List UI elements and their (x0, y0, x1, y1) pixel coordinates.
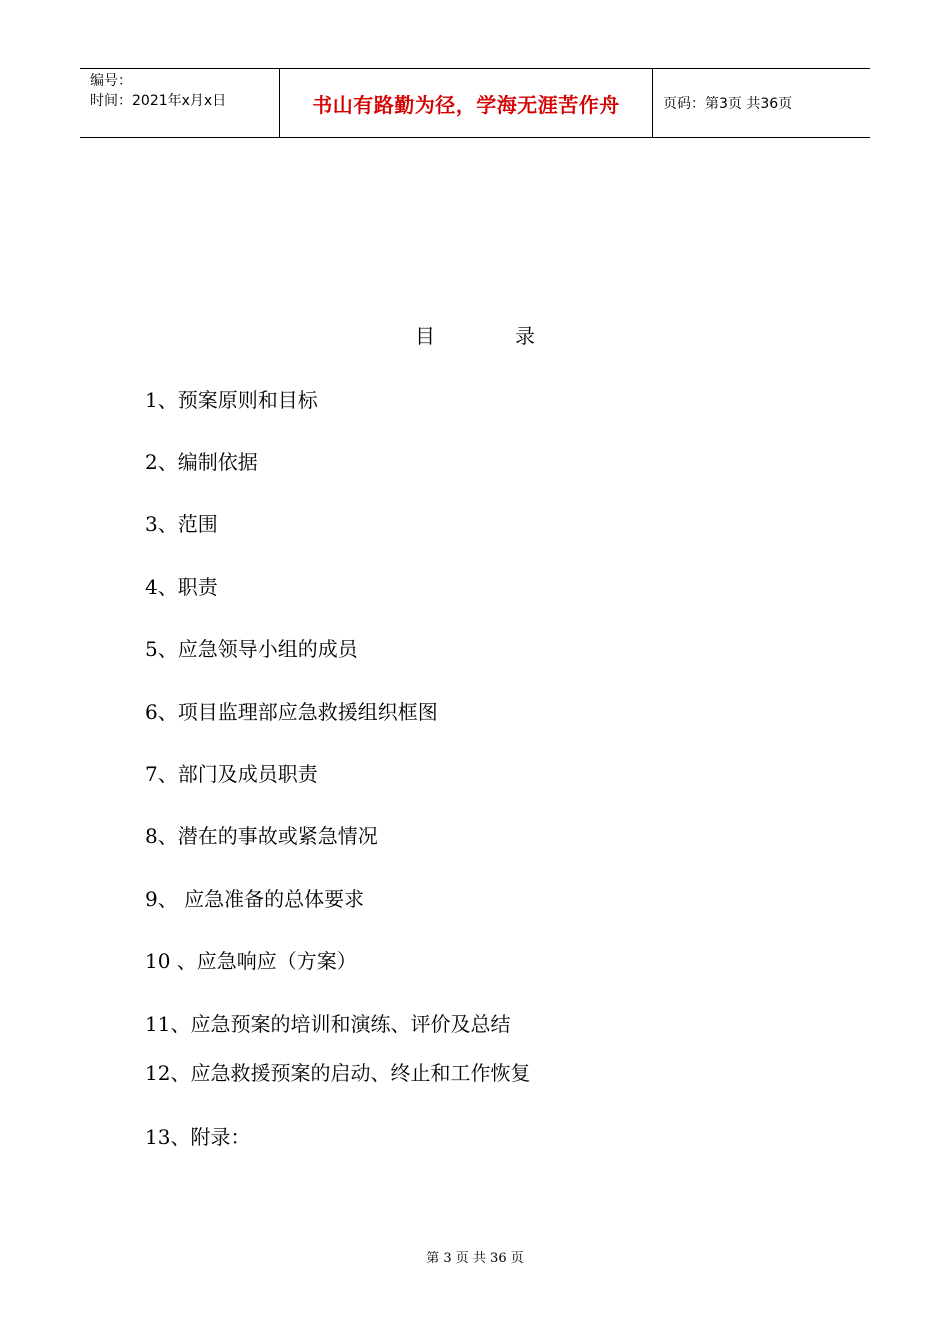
header-motto: 书山有路勤为径，学海无涯苦作舟 (280, 69, 653, 137)
page-header (80, 68, 870, 138)
header-meta (80, 69, 280, 137)
toc-item[interactable]: 6、项目监理部应急救援组织框图 (145, 700, 438, 724)
document-number: 编号： (90, 73, 132, 89)
document-date: 时间：2021年x月x日 (90, 93, 227, 109)
toc-item[interactable]: 10 、应急响应（方案） (145, 949, 357, 973)
toc-item[interactable]: 9、 应急准备的总体要求 (145, 887, 365, 911)
toc-title-right: 录 (515, 324, 535, 348)
toc-title (0, 320, 950, 349)
toc-item[interactable]: 5、应急领导小组的成员 (145, 637, 358, 661)
page-footer: 第 3 页 共 36 页 (426, 1251, 524, 1266)
toc-item[interactable]: 11、应急预案的培训和演练、评价及总结 (145, 1012, 511, 1036)
toc-title-left: 目 (415, 324, 435, 348)
toc-item[interactable]: 2、编制依据 (145, 450, 258, 474)
toc-item[interactable]: 7、部门及成员职责 (145, 762, 318, 786)
toc-item[interactable]: 4、职责 (145, 575, 218, 599)
toc-item[interactable]: 1、预案原则和目标 (145, 388, 318, 412)
toc-item[interactable]: 13、附录： (145, 1125, 251, 1149)
toc-item[interactable]: 3、范围 (145, 512, 218, 536)
toc-item[interactable]: 12、应急救援预案的启动、终止和工作恢复 (145, 1061, 531, 1085)
toc-item[interactable]: 8、潜在的事故或紧急情况 (145, 824, 378, 848)
header-page-info: 页码：第3页 共36页 (663, 96, 793, 112)
